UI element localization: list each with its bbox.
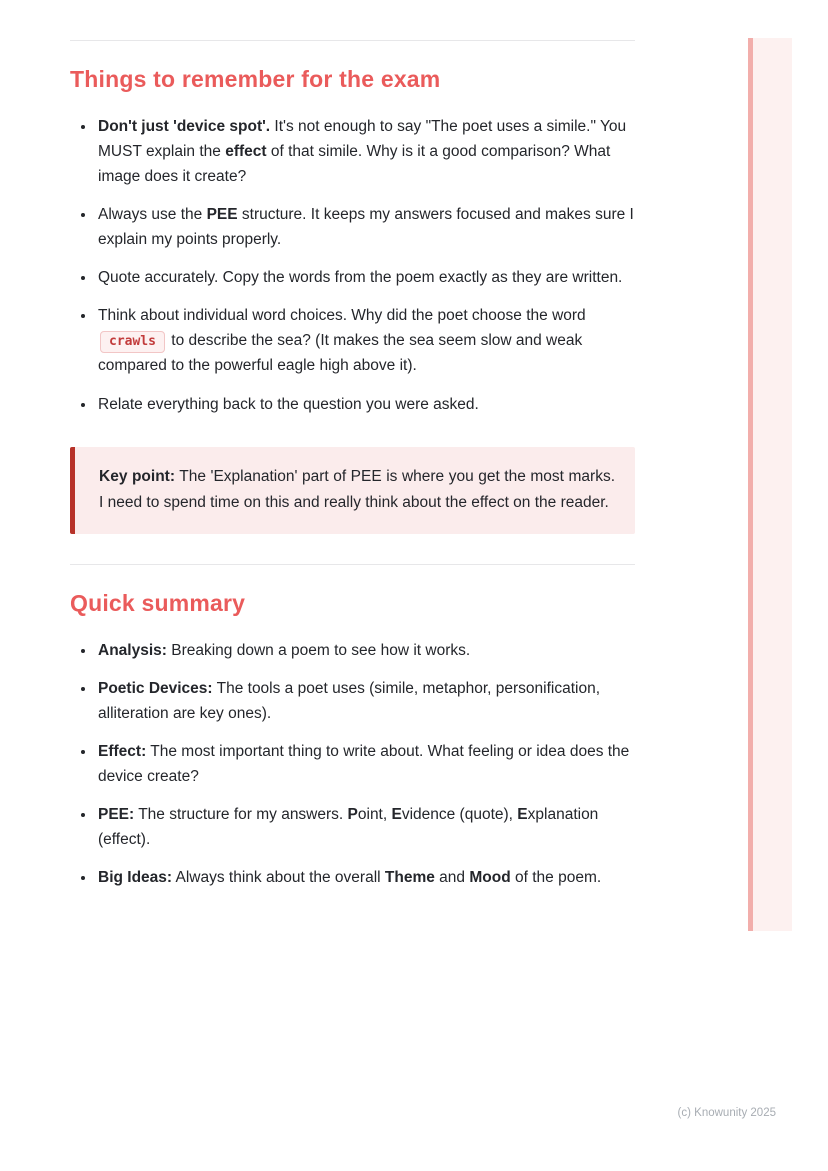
quick-summary-list [70,638,635,891]
inline-code-chip: crawls [100,331,165,353]
document-content [70,0,635,890]
section-divider [70,564,635,565]
bold-text: effect [225,142,267,160]
bold-text: E [391,806,402,824]
text-span: structure. It keeps my answers focused and makes sure I explain my points properly. [98,205,634,249]
copyright-footer: (c) Knowunity 2025 [677,1107,776,1119]
list-item [96,676,635,726]
bold-text: P [347,806,358,824]
section-title-exam: Things to remember for the exam [70,66,441,92]
text-span: Always think about the overall [172,869,385,887]
text-span: of the poem. [510,869,602,887]
bold-text: Don't just 'device spot'. [98,117,271,135]
text-span: It's not enough to say "The poet uses a simile." You MUST explain the [98,117,627,160]
list-item [96,114,635,189]
key-point-callout [70,447,635,534]
list-item [96,739,635,789]
text-span: Think about individual word choices. Why did the poet choose the word [98,307,586,325]
list-item [96,265,635,290]
section-title-summary: Quick summary [70,590,246,616]
exam-tips-list [70,114,635,417]
text-span: The 'Explanation' part of PEE is where you get the most marks. I need to spend time on this and really think about the effect on the reader. [99,467,616,512]
bold-text: Poetic Devices: [98,679,213,697]
list-item [96,802,635,852]
text-span: oint, [357,806,392,824]
text-span: Quote accurately. Copy the words from the poem exactly as they are written. [98,269,623,287]
list-item [96,202,635,252]
text-span: xplanation (effect). [98,806,599,849]
bold-text: Theme [384,869,435,887]
list-item [96,392,635,417]
bold-text: Analysis: [98,641,167,659]
key-point-text [99,464,615,517]
text-span: The tools a poet uses (simile, metaphor, personification, alliteration are key ones). [98,679,601,722]
list-item [96,865,635,890]
text-span: Relate everything back to the question you were asked. [98,395,479,413]
section-divider [70,40,635,41]
bold-text: PEE [206,205,238,223]
bold-text: Effect: [98,742,147,760]
list-item [96,638,635,663]
text-span: Always use the [98,205,207,223]
list-item [96,303,635,378]
bold-text: Mood [469,869,511,887]
bold-text: PEE: [98,806,135,824]
bold-text: E [517,806,528,824]
bold-text: Big Ideas: [98,869,173,887]
text-span: and [434,869,470,887]
text-span: of that simile. Why is it a good comparison? What image does it create? [98,142,611,185]
bold-text: Key point: [99,467,176,485]
text-span: Breaking down a poem to see how it works. [166,641,471,659]
page-edge-strip [748,38,792,931]
text-span: vidence (quote), [401,806,518,824]
text-span: The most important thing to write about. What feeling or idea does the device create? [98,742,630,786]
text-span: to describe the sea? (It makes the sea seem slow and weak compared to the powerful eagle high above it). [98,332,583,375]
text-span: The structure for my answers. [134,806,348,824]
